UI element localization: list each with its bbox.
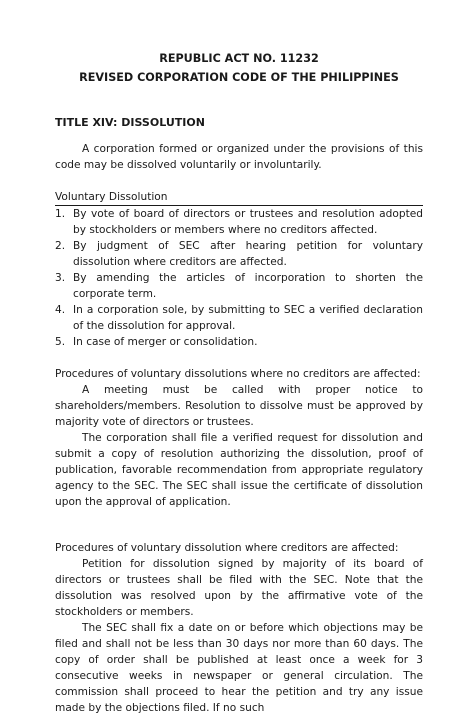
- list-item-text: In a corporation sole, by submitting to SEC a verified declaration of the dissolution for approval.: [73, 304, 423, 332]
- document-title-act: REPUBLIC ACT NO. 11232: [159, 52, 319, 65]
- section-heading: TITLE XIV: DISSOLUTION: [55, 116, 205, 129]
- procedures-no-creditors-paragraph: The corporation shall file a verified request for dissolution and submit a copy of resolution authorizing the dissolution, proof of publication, favorable recommendation from appropriate regulatory agency to the SEC. The SEC shall issue the certificate of dissolution upon the approval of application.: [55, 432, 423, 508]
- list-item-number: 2.: [55, 240, 66, 252]
- procedures-with-creditors-heading: Procedures of voluntary dissolution where creditors are affected:: [55, 542, 399, 554]
- procedures-no-creditors-paragraph: A meeting must be called with proper notice to shareholders/members. Resolution to dissolve must be approved by majority vote of directors or trustees.: [55, 384, 423, 428]
- procedures-with-creditors-paragraph: The SEC shall fix a date on or before which objections may be filed and shall not be less than 30 days nor more than 60 days. The copy of order shall be published at least once a week for 3 consecutive weeks in newspaper or general circulation. The commission shall proceed to hear the petition and try any issue made by the objections filed. If no such: [55, 622, 423, 714]
- list-item-number: 4.: [55, 304, 66, 316]
- document-page: [55, 50, 423, 716]
- procedures-with-creditors-paragraph: Petition for dissolution signed by majority of its board of directors or trustees shall be filed with the SEC. Note that the dissolution was resolved upon by the affirmative vote of the stockholders or members.: [55, 558, 423, 618]
- voluntary-dissolution-list: [55, 206, 423, 350]
- intro-paragraph: A corporation formed or organized under the provisions of this code may be dissolved voluntarily or involuntarily.: [55, 143, 423, 171]
- list-item-number: 1.: [55, 208, 66, 220]
- list-item: [55, 206, 423, 238]
- list-item-text: By judgment of SEC after hearing petition for voluntary dissolution where creditors are affected.: [73, 240, 423, 268]
- list-item-text: In case of merger or consolidation.: [73, 336, 258, 348]
- list-item-text: By amending the articles of incorporation to shorten the corporate term.: [73, 272, 423, 300]
- list-item-number: 5.: [55, 336, 66, 348]
- list-item-number: 3.: [55, 272, 66, 284]
- voluntary-dissolution-heading: Voluntary Dissolution: [55, 191, 168, 203]
- list-item: [55, 270, 423, 302]
- document-title-code: REVISED CORPORATION CODE OF THE PHILIPPINES: [79, 71, 399, 84]
- list-item-text: By vote of board of directors or trustees and resolution adopted by stockholders or members where no creditors affected.: [73, 208, 423, 236]
- list-item: [55, 238, 423, 270]
- list-item: [55, 334, 423, 350]
- procedures-no-creditors-heading: Procedures of voluntary dissolutions where no creditors are affected:: [55, 368, 421, 380]
- list-item: [55, 302, 423, 334]
